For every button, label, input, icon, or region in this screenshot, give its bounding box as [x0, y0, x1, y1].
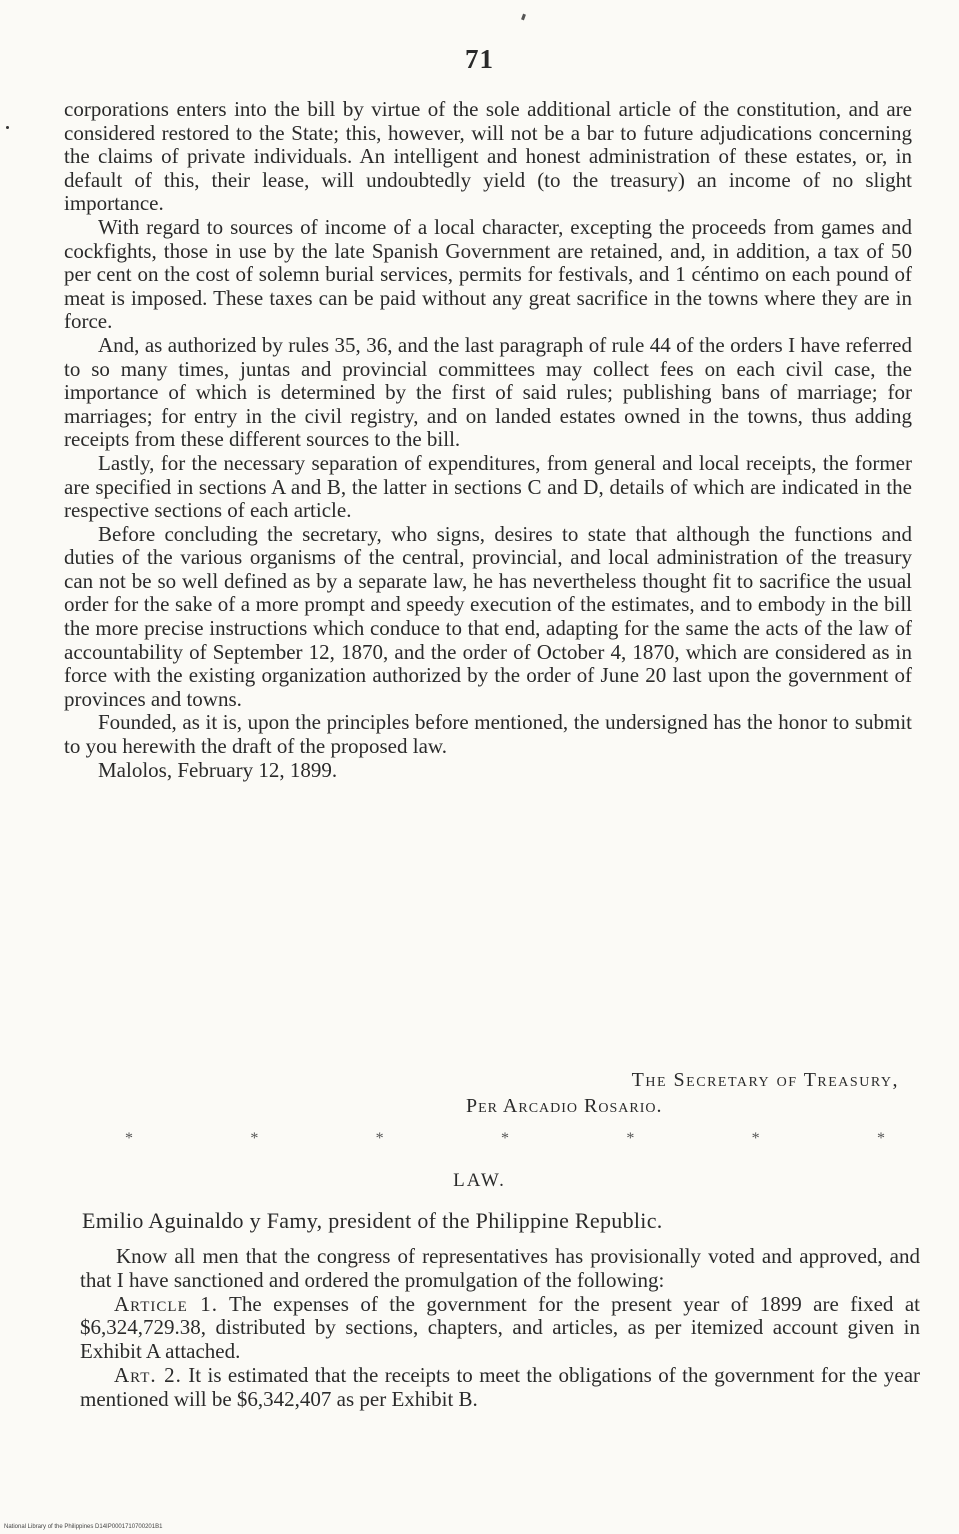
- law-heading: LAW.: [453, 1170, 506, 1191]
- report-body: [64, 98, 912, 782]
- section-separator: [125, 1130, 885, 1148]
- article-2: [80, 1364, 920, 1412]
- page-number: 71: [465, 44, 494, 74]
- dateline: Malolos, February 12, 1899.: [98, 757, 338, 782]
- paragraph-local-income: With regard to sources of income of a local character, excepting the proceeds from games and cockfights, those in use by the late Spanish Government are retained, and, in addition, a tax of 50 per cent on the cost of solemn burial services, permits for festivals, and 1 céntimo on each pound of meat is imposed. These taxes can be paid without any great sacrifice in the towns where they are in force.: [64, 214, 912, 334]
- scan-speck: [521, 14, 526, 21]
- separator-star: *: [876, 1130, 885, 1147]
- paragraph-separation: Lastly, for the necessary separation of expenditures, from general and local receipts, the former are specified in sections A and B, the latter in sections C and D, details of which are indicated in the respective sections of each article.: [64, 450, 912, 523]
- separator-star: *: [125, 1130, 133, 1147]
- law-body: [80, 1245, 920, 1412]
- separator-star: *: [250, 1130, 259, 1147]
- law-intro: Know all men that the congress of representatives has provisionally voted and approved, and that I have sanctioned and ordered the promulgation of the following:: [80, 1244, 920, 1292]
- library-footer: National Library of the Philippines D14IP0001710700201B1: [4, 1524, 163, 1530]
- president-line: Emilio Aguinaldo y Famy, president of the Philippine Republic.: [82, 1208, 663, 1233]
- scan-dot: [6, 126, 9, 129]
- paragraph-fees: And, as authorized by rules 35, 36, and the last paragraph of rule 44 of the orders I have referred to so many times, juntas and provincial committees may collect fees on each civil case, the importance of which is determined by the first of said rules; publishing bans of marriage; for marriages; for entry in the civil registry, and on landed estates owned in the towns, thus adding receipts from these different sources to the bill.: [64, 332, 912, 452]
- paragraph-estates: corporations enters into the bill by virtue of the sole additional article of the constitution, and are considered restored to the State; this, however, will not be a bar to future adjudications concerning the claims of private individuals. An intelligent and honest administration of these estates, or, in default of this, their lease, will undoubtedly yield (to the treasury) an income of no slight importance.: [64, 97, 912, 216]
- article-2-label: Art. 2.: [114, 1362, 182, 1387]
- paragraph-submission: Founded, as it is, upon the principles before mentioned, the undersigned has the honor to submit to you herewith the draft of the proposed law.: [64, 710, 912, 759]
- article-1-text: The expenses of the government for the present year of 1899 are fixed at $6,324,729.38, distributed by sections, chapters, and articles, as per itemized account given in Exhibit A attached.: [80, 1291, 920, 1364]
- separator-star: *: [500, 1130, 509, 1147]
- article-1-label: Article 1.: [114, 1291, 218, 1316]
- signature-title: The Secretary of Treasury,: [631, 1069, 899, 1091]
- separator-star: *: [375, 1130, 384, 1147]
- article-2-text: It is estimated that the receipts to meet the obligations of the government for the year mentioned will be $6,342,407 as per Exhibit B.: [80, 1362, 921, 1411]
- signature-name: Per Arcadio Rosario.: [466, 1095, 663, 1117]
- separator-star: *: [751, 1130, 760, 1147]
- separator-star: *: [626, 1130, 635, 1147]
- paragraph-conclusion: Before concluding the secretary, who signs, desires to state that although the functions and duties of the various organisms of the central, provincial, and local administration of the treasury can not be so well defined as by a separate law, he has nevertheless thought fit to sacrifice the usual order for the sake of a more prompt and speedy execution of the estimates, and to embody in the bill the more precise instructions which conduce to that end, adapting for the same the acts of the law of accountability of September 12, 1870, and the order of October 4, 1870, which are considered as in force with the existing organization authorized by the order of June 20 last upon the government of provinces and towns.: [64, 521, 912, 711]
- article-1: [80, 1293, 920, 1364]
